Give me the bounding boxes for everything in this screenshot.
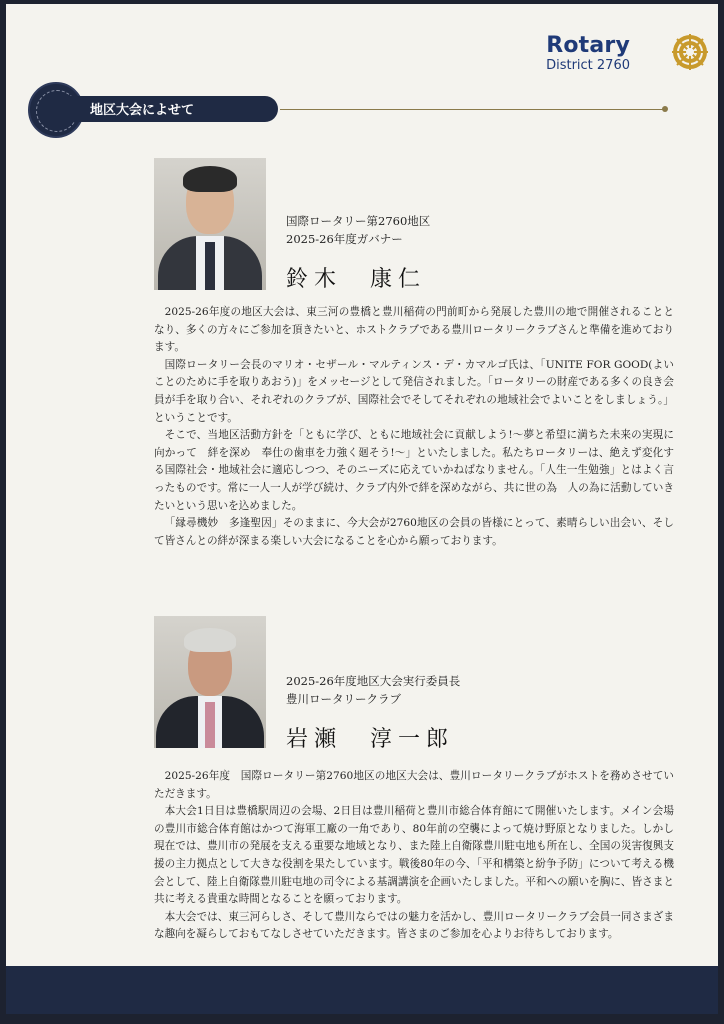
header-divider-dot	[662, 106, 668, 112]
paragraph: そこで、当地区活動方針を「ともに学び、ともに地域社会に貢献しよう!～夢と希望に満ちた未来の実現に向かって 絆を深め 奉仕の歯車を力強く廻そう!～」といたしました。私たちロータリーは、絶えず変化する国際社会・地域社会に適応しつつ、そのニーズに応えていかねばなりません。「人生一生勉強」とはよく言ったものです。常に一人一人が学び続け、クラブ内外で絆を深めながら、共に世の為 人の為に活動していきたいという思いを込めました。	[154, 429, 674, 512]
rotary-logo	[546, 34, 674, 74]
district-label: District 2760	[546, 58, 630, 73]
governor-name: 鈴木 康仁	[286, 267, 427, 292]
paragraph: 国際ロータリー会長のマリオ・セザール・マルティンス・デ・カマルゴ氏は、「UNITE FOR GOOD(よいことのために手を取りあおう)」をメッセージとして発信されました。「ロータリーの財産である多くの良き会員が手を取り合い、それぞれのクラブが、国際社会でそしてそれぞれの地域社会でよいことをしましょう。」ということです。	[154, 358, 674, 424]
chair-photo	[154, 616, 266, 748]
governor-photo	[154, 158, 266, 290]
header-divider	[280, 109, 666, 110]
paragraph: 2025-26年度 国際ロータリー第2760地区の地区大会は、豊川ロータリークラブがホストを務めさせていただきます。	[154, 770, 674, 800]
paragraph: 2025-26年度の地区大会は、東三河の豊橋と豊川稲荷の門前町から発展した豊川の地で開催されることとなり、多くの方々にご参加を頂きたいと、ホストクラブである豊川ロータリークラブさんと準備を進めております。	[154, 306, 674, 354]
paragraph: 本大会では、東三河らしさ、そして豊川ならではの魅力を活かし、豊川ロータリークラブ会員一同さまざまな趣向を凝らしておもてなしさせていただきます。皆さまのご参加を心よりお待ちしております。	[154, 910, 674, 941]
paragraph: 「縁尋機妙 多逢聖因」そのままに、今大会が2760地区の会員の皆様にとって、素晴らしい出会い、そして皆さんとの絆が深まる楽しい大会になることを心から願っております。	[154, 517, 674, 547]
chair-affiliation: 豊川ロータリークラブ	[286, 692, 401, 706]
governor-message	[154, 304, 674, 550]
section-header	[28, 82, 668, 132]
chair-name: 岩瀬 淳一郎	[286, 727, 455, 752]
paragraph: 本大会1日目は豊橋駅周辺の会場、2日目は豊川稲荷と豊川市総合体育館にて開催いたします。メイン会場の豊川市総合体育館はかつて海軍工廠の一角であり、80年前の空襲によって焼け野原となりました。しかし現在では、豊川市の発展を支える重要な地域となり、また陸上自衛隊豊川駐屯地も所在し、全国の災害復興支援の主力拠点として大きな役割を果たしています。戦後80年の今、「平和構築と紛争予防」について考える機会として、陸上自衛隊豊川駐屯地の司令による基調講演を企画いたしました。平和への願いを胸に、皆さまと共に考える貴重な時間となることを願っております。	[154, 805, 674, 906]
footer-band	[6, 966, 718, 1014]
brochure-page	[6, 4, 718, 1014]
brand-name: Rotary	[546, 33, 630, 58]
chair-intro	[286, 672, 460, 708]
chair-role: 2025-26年度地区大会実行委員長	[286, 674, 461, 688]
governor-affiliation: 国際ロータリー第2760地区	[286, 214, 431, 228]
governor-intro	[286, 212, 430, 248]
chair-message	[154, 768, 674, 944]
governor-role: 2025-26年度ガバナー	[286, 232, 403, 246]
section-title: 地区大会によせて	[90, 103, 195, 118]
rotary-wheel-icon	[670, 32, 710, 72]
